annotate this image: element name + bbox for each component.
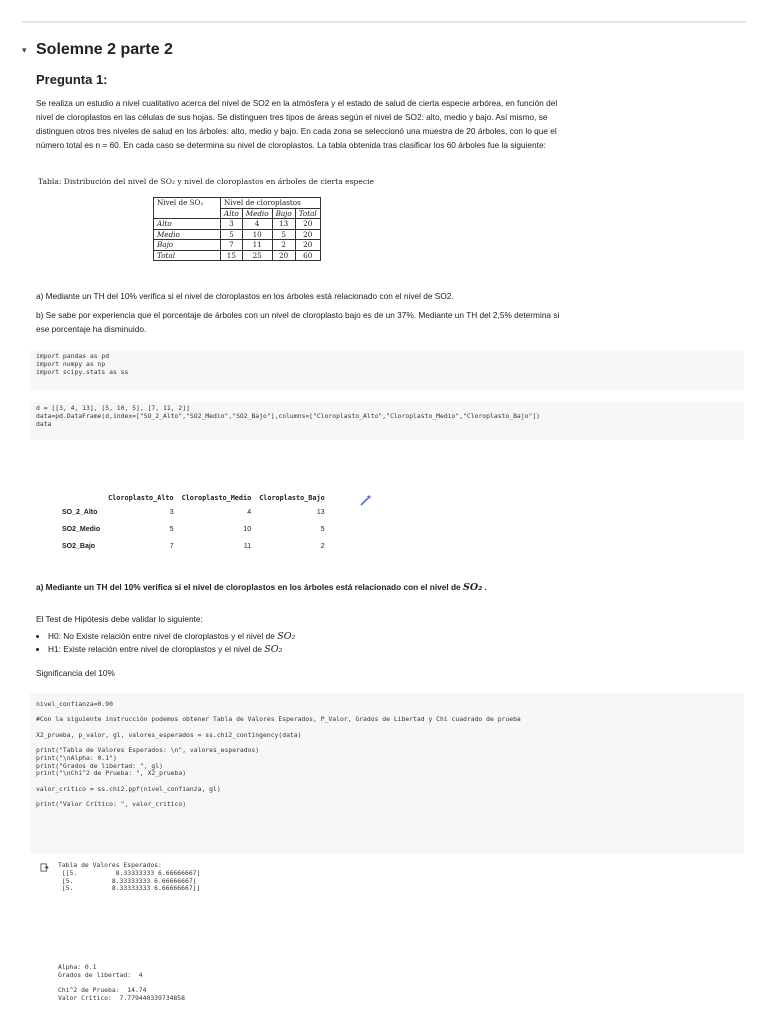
output-icon[interactable]	[40, 863, 49, 872]
significance-text: Significancia del 10%	[36, 668, 115, 678]
table-group-header: Nivel de cloroplastos	[221, 198, 321, 209]
table-row	[154, 229, 321, 240]
table-cell: 5	[221, 229, 243, 240]
h0-text: H0: No Existe relación entre nivel de cloroplastos y el nivel de	[48, 631, 278, 641]
table-cell: 7	[221, 240, 243, 251]
table-row	[56, 538, 329, 555]
h1-text: H1: Existe relación entre nivel de cloroplastos y el nivel de	[48, 644, 265, 654]
df-cell: 13	[316, 509, 325, 516]
df-index-header	[56, 492, 104, 504]
table-cell: 5	[272, 229, 295, 240]
intro-line: número total es n = 60. En cada caso se determina su nivel de cloroplastos. La tabla obtenida tras clasificar los 60 árboles fue la siguiente:	[36, 140, 546, 150]
table-cell: 2	[272, 240, 295, 251]
table-col-header: Medio	[242, 208, 272, 219]
df-index: SO2_Medio	[62, 526, 101, 533]
question-intro	[36, 96, 616, 152]
dataframe-output	[56, 492, 329, 555]
table-cell: 15	[221, 250, 243, 261]
table-cell: 20	[295, 219, 320, 230]
intro-line: nivel de cloroplastos en las células de sus hojas. Se distinguen tres tipos de áreas según el nivel de SO2: alto, medio y bajo. Así mismo, se	[36, 112, 548, 122]
df-cell: 5	[320, 526, 325, 533]
code-cell-dataframe[interactable]: d = [[3, 4, 13], [5, 10, 5], [7, 11, 2]] data=pd.DataFrame(d,index=["SO_2_Alto","SO2_Medio","SO2_Bajo"],columns=["Cloroplasto_Alto","Cloroplasto_Medio","Cloroplasto_Bajo"]) data	[30, 402, 744, 440]
part-a-heading-end: .	[482, 582, 487, 592]
magic-wand-icon[interactable]	[360, 494, 372, 506]
collapse-caret-icon[interactable]: ▾	[22, 45, 27, 55]
code-cell-imports[interactable]: import pandas as pd import numpy as np import scipy.stats as ss	[30, 350, 744, 390]
df-cell: 10	[243, 526, 252, 533]
so2-math: SO₂	[264, 644, 283, 655]
df-cell: 4	[247, 509, 252, 516]
df-cell: 3	[169, 509, 174, 516]
output-expected-values: Tabla de Valores Esperados: [[5. 8.33333333 6.66666667] [5. 8.33333333 6.66666667] [5. 8.33333333 6.66666667]]	[58, 861, 201, 893]
table-corner: Nivel de SO₂	[154, 198, 221, 219]
table-cell: 25	[242, 250, 272, 261]
table-cell: 20	[295, 240, 320, 251]
table-cell: 20	[272, 250, 295, 261]
question-heading: Pregunta 1:	[36, 72, 108, 87]
table-cell: 11	[242, 240, 272, 251]
intro-line: distinguen otros tres niveles de salud en los árboles: alto, medio y bajo. En cada zona se seleccionó una muestra de 20 árboles, con lo que el	[36, 126, 557, 136]
df-cell: 2	[320, 543, 325, 550]
part-b-text	[36, 308, 616, 336]
so2-math: SO₂	[277, 631, 296, 642]
table-cell: 10	[242, 229, 272, 240]
part-a-text: a) Mediante un TH del 10% verifica si el nivel de cloroplastos en los árboles está relacionado con el nivel de SO2.	[36, 291, 454, 301]
code-cell-chi2[interactable]: nivel_confianza=0.90 #Con la siguiente instrucción podemos obtener Tabla de Valores Esperados, P_Valor, Grados de Libertad y Chi cuadrado de prueba X2_prueba, p_valor, gl, valores_esperados = ss.chi2_contingency(data) print("Tabla de Valores Esperados: \n", valores_esperados) print("\nAlpha: 0.1") print("Grados de libertad: ", gl) print("\nChi^2 de Prueba: ", X2_prueba) valor_critico = ss.chi2.ppf(nivel_confianza, gl) print("Valor Crítico: ", valor_critico)	[30, 693, 744, 853]
cell-divider	[22, 21, 746, 23]
table-cell: 4	[242, 219, 272, 230]
table-row	[154, 219, 321, 230]
table-caption: Tabla: Distribución del nivel de SO₂ y nivel de cloroplastos en árboles de cierta especie	[38, 177, 375, 186]
section-title: Solemne 2 parte 2	[36, 41, 173, 58]
part-b-line: b) Se sabe por experiencia que el porcentaje de árboles con un nivel de cloroplasto bajo es de un 37%. Mediante un TH del 2,5% determina si	[36, 310, 560, 320]
list-item	[48, 643, 295, 656]
table-row-label: Alto	[154, 219, 221, 230]
df-cell: 7	[169, 543, 174, 550]
table-row	[154, 240, 321, 251]
df-col-header: Cloroplasto_Bajo	[259, 494, 325, 502]
part-a-heading	[36, 582, 487, 593]
table-cell: 20	[295, 229, 320, 240]
intro-line: Se realiza un estudio a nivel cualitativo acerca del nivel de SO2 en la atmósfera y el estado de salud de cierta especie arbórea, en función del	[36, 98, 558, 108]
list-item	[48, 630, 295, 643]
hypothesis-intro: El Test de Hipótesis debe validar lo siguiente:	[36, 614, 203, 624]
df-index: SO_2_Alto	[62, 509, 98, 516]
contingency-table	[153, 197, 321, 261]
table-row	[154, 250, 321, 261]
df-col-header: Cloroplasto_Alto	[108, 494, 174, 502]
table-row	[56, 521, 329, 538]
table-col-header: Bajo	[272, 208, 295, 219]
table-cell: 3	[221, 219, 243, 230]
df-cell: 11	[243, 543, 252, 550]
hypothesis-list	[36, 630, 295, 656]
part-a-heading-text: a) Mediante un TH del 10% verifica si el nivel de cloroplastos en los árboles está relacionado con el nivel de	[36, 582, 463, 592]
table-col-header: Alto	[221, 208, 243, 219]
table-row-label: Bajo	[154, 240, 221, 251]
so2-math: SO₂	[462, 582, 483, 593]
section-header[interactable]	[22, 40, 173, 60]
df-col-header: Cloroplasto_Medio	[181, 494, 252, 502]
table-row-label: Total	[154, 250, 221, 261]
table-row	[56, 504, 329, 521]
table-cell: 13	[272, 219, 295, 230]
output-results: Alpha: 0.1 Grados de libertad: 4 Chi^2 de Prueba: 14.74 Valor Crítico: 7.779440339734858	[58, 963, 185, 1003]
table-row-label: Medio	[154, 229, 221, 240]
df-cell: 5	[169, 526, 174, 533]
table-col-header: Total	[295, 208, 320, 219]
table-cell: 60	[295, 250, 320, 261]
df-index: SO2_Bajo	[62, 543, 96, 550]
part-b-line: ese porcentaje ha disminuido.	[36, 324, 147, 334]
